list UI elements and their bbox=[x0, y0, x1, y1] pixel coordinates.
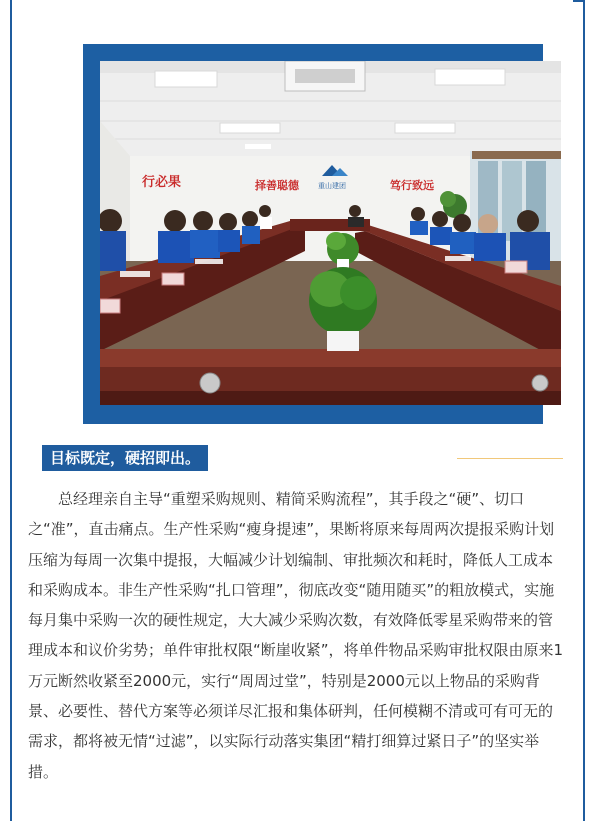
svg-text:择善聪德: 择善聪德 bbox=[255, 179, 299, 192]
left-border-line bbox=[10, 0, 12, 821]
svg-text:行必果: 行必果 bbox=[142, 175, 182, 190]
article-paragraph: 总经理亲自主导“重塑采购规则、精简采购流程”，其手段之“硬”、切口之“准”，直击痛点。生产性采购“瘦身提速”，果断将原来每周两次提报采购计划压缩为每周一次集中提报，大幅减少计划编制、审批频次和耗时，降低人工成本和采购成本。非生产性采购“扎口管理”，彻底改变“随用随买”的粗放模式，实施每月集中采购一次的硬性规定，大大减少采购次数，有效降低零星采购带来的管理成本和议价劣势；单件审批权限“断崖收紧”，将单件物品采购审批权限由原来1万元断然收紧至2000元，实行“周周过堂”，特别是2000元以上物品的采购背景、必要性、替代方案等必须详尽汇报和集体研判，任何模糊不清或可有可无的需求，都将被无情“过滤”，以实际行动落实集团“精打细算过紧日子”的坚实举措。 bbox=[28, 490, 564, 781]
svg-text:笃行致远: 笃行致远 bbox=[390, 179, 434, 192]
right-border-line bbox=[583, 0, 585, 821]
section-divider bbox=[457, 458, 563, 459]
svg-text:重山建团: 重山建团 bbox=[318, 182, 346, 190]
meeting-room-photo bbox=[100, 61, 561, 405]
corner-decoration bbox=[573, 0, 585, 10]
section-heading: 目标既定，硬招即出。 bbox=[42, 445, 208, 471]
